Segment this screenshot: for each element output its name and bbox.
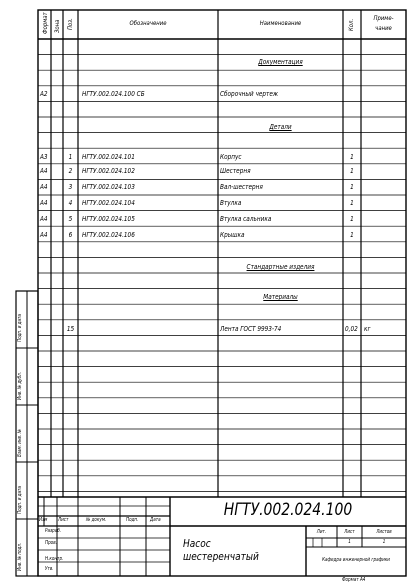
doc-row-designation: НГТУ.002.024.100 СБ <box>82 90 145 98</box>
organization: Кафедра инженерной графики <box>322 557 390 563</box>
title-name-line-2: шестеренчатый <box>183 550 259 563</box>
part-row-qty: 1 <box>350 167 354 175</box>
doc-row-name: Сборочный чертеж <box>220 90 279 98</box>
header-name: Наименование <box>259 19 302 27</box>
part-row-pos: 5 <box>68 215 73 223</box>
role-label: Пров. <box>45 540 57 546</box>
part-row-format: А4 <box>40 167 48 175</box>
part-row-designation: НГТУ.002.024.104 <box>82 199 135 207</box>
part-row-designation: НГТУ.002.024.102 <box>82 167 135 175</box>
part-row-pos: 1 <box>68 153 73 161</box>
header-designation: Обозначение <box>129 19 167 27</box>
header-format: Формат <box>41 12 49 34</box>
part-row-qty: 1 <box>350 183 354 191</box>
format-footer: Формат А4 <box>342 577 366 583</box>
part-row-designation: НГТУ.002.024.106 <box>82 231 135 239</box>
doc-row-format: А2 <box>40 90 48 98</box>
title-designation: НГТУ.002.024.100 <box>223 500 353 520</box>
title-name-line-1: Насос <box>183 537 211 550</box>
role-label: Утв. <box>45 566 54 572</box>
part-row-qty: 1 <box>350 153 354 161</box>
part-row-designation: НГТУ.002.024.105 <box>82 215 135 223</box>
role-label: Н.контр. <box>45 556 64 562</box>
part-row-name: Вал-шестерня <box>220 183 263 191</box>
section-parts: Детали <box>269 123 292 131</box>
material-row-qty: 0,02 <box>345 325 358 333</box>
part-row-name: Крышка <box>220 231 245 239</box>
part-row-qty: 1 <box>350 231 354 239</box>
side-stamp-label: Инв. № подл. <box>17 542 23 571</box>
part-row-pos: 6 <box>68 231 73 239</box>
part-row-name: Корпус <box>220 153 242 161</box>
part-row-format: А4 <box>40 231 48 239</box>
side-stamp-label: Инв. № дубл. <box>17 371 23 400</box>
side-stamp-label: Подп. и дата <box>17 486 23 514</box>
header-note-1: Приме- <box>373 14 394 22</box>
side-stamp-label: Взам. инв. № <box>17 429 23 457</box>
lit-label: Лит. <box>316 529 327 535</box>
part-row-name: Втулка <box>220 199 242 207</box>
change-header: Лист <box>58 517 69 523</box>
header-pos: Поз. <box>66 18 74 30</box>
material-row-note: кг <box>364 325 371 333</box>
material-row-name: Лента ГОСТ 9993-74 <box>220 325 282 333</box>
part-row-qty: 1 <box>350 199 354 207</box>
part-row-pos: 2 <box>68 167 73 175</box>
sheet-label: Лист <box>344 529 355 535</box>
part-row-designation: НГТУ.002.024.101 <box>82 153 135 161</box>
header-zone: Зона <box>53 19 61 33</box>
part-row-format: А3 <box>40 153 48 161</box>
side-stamp-label: Подп. и дата <box>17 314 23 342</box>
change-header: № докум. <box>86 517 107 523</box>
part-row-name: Шестерня <box>220 167 251 175</box>
section-materials: Материалы <box>263 293 298 301</box>
sheets-value: 1 <box>382 539 386 545</box>
change-header: Изм <box>39 517 48 523</box>
part-row-format: А4 <box>40 199 48 207</box>
section-standard: Стандартные изделия <box>246 263 315 271</box>
header-qty: Кол. <box>347 18 355 31</box>
sheets-label: Листов <box>376 529 392 535</box>
sheet-value: 1 <box>348 539 351 545</box>
part-row-designation: НГТУ.002.024.103 <box>82 183 135 191</box>
part-row-pos: 3 <box>68 183 73 191</box>
part-row-format: А4 <box>40 215 48 223</box>
part-row-qty: 1 <box>350 215 354 223</box>
change-header: Подп. <box>126 517 139 523</box>
part-row-format: А4 <box>40 183 48 191</box>
part-row-name: Втулка сальника <box>220 215 272 223</box>
part-row-pos: 4 <box>68 199 73 207</box>
section-documentation: Документация <box>258 58 303 66</box>
header-note-2: чание <box>375 24 392 32</box>
change-header: Дата <box>150 517 161 523</box>
material-row-pos: 15 <box>66 325 75 333</box>
role-label: Разраб. <box>45 528 62 534</box>
